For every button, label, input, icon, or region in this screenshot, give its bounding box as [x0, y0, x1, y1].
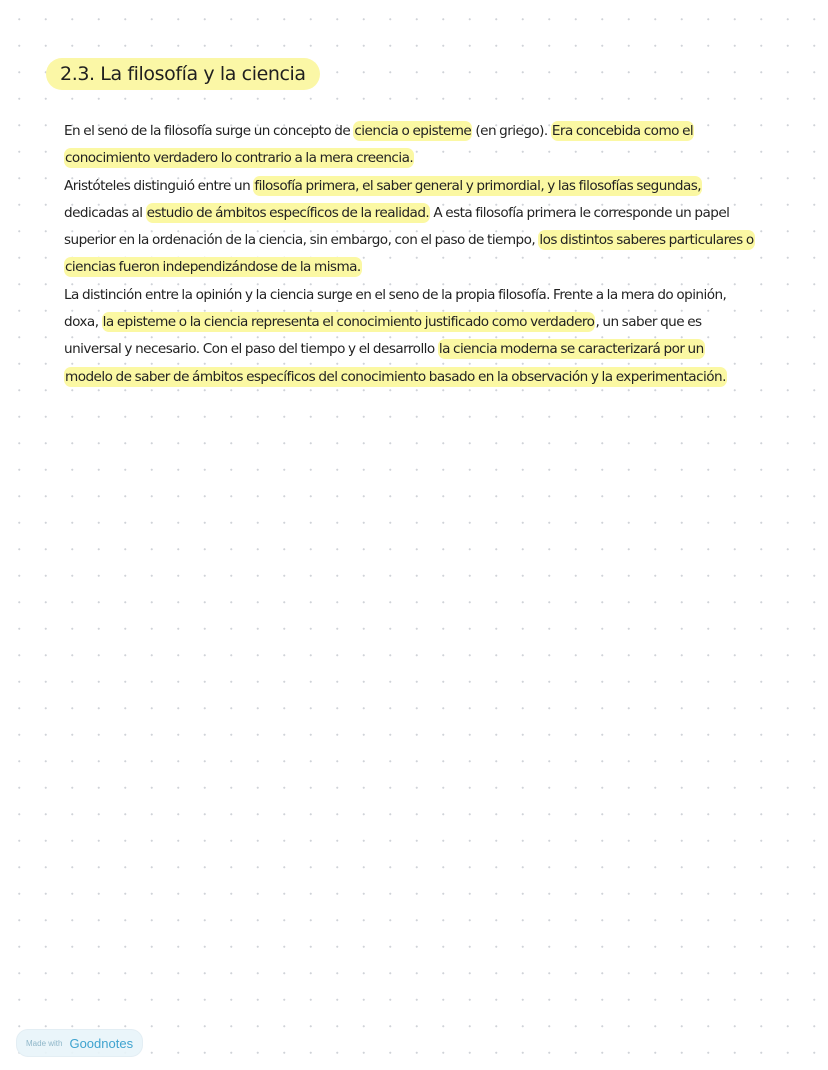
text-segment: Aristóteles distinguió entre un	[64, 177, 254, 194]
highlighted-text: filosofía primera, el saber general y primordial, y las filosofías segundas,	[254, 177, 702, 194]
highlighted-text: la episteme o la ciencia representa el conocimiento justificado como verdadero	[102, 314, 595, 331]
highlighted-text: estudio de ámbitos específicos de la realidad.	[146, 204, 430, 221]
made-with-label: Made with	[26, 1038, 63, 1048]
highlighted-text: los distintos saberes particulares o ciencias fueron independizándose de la misma.	[65, 232, 754, 276]
paragraph-opinion-ciencia	[64, 282, 754, 391]
text-segment: dedicadas al	[64, 204, 146, 221]
goodnotes-badge	[16, 1029, 143, 1057]
goodnotes-logo: Goodnotes	[69, 1035, 134, 1051]
highlighted-text: la ciencia moderna se caracterizará por un modelo de saber de ámbitos específicos del conocimiento basado en la observación y la experimentación.	[65, 341, 726, 385]
section-heading: 2.3. La filosofía y la ciencia	[46, 58, 320, 90]
text-segment: (en griego).	[472, 123, 551, 139]
highlighted-text: Era concebida como el conocimiento verdadero lo contrario a la mera creencia.	[65, 123, 694, 167]
text-segment: A esta filosofía primera le corresponde un papel superior en la ordenación de la ciencia, sin embargo, con el paso de tiempo,	[64, 204, 730, 249]
text-segment: La distinción entre la opinión y la ciencia surge en el seno de la propia filosofía. Frente a la mera do opinión, doxa,	[64, 286, 727, 331]
highlighted-text: ciencia o episteme	[354, 123, 472, 139]
text-segment: En el seno de la filosofía surge un concepto de	[64, 123, 354, 139]
text-segment: , un saber que es universal y necesario. Con el paso del tiempo y el desarrollo	[64, 314, 702, 358]
paragraph-episteme	[64, 118, 754, 173]
note-body	[64, 118, 754, 391]
paragraph-aristoteles	[64, 173, 754, 282]
